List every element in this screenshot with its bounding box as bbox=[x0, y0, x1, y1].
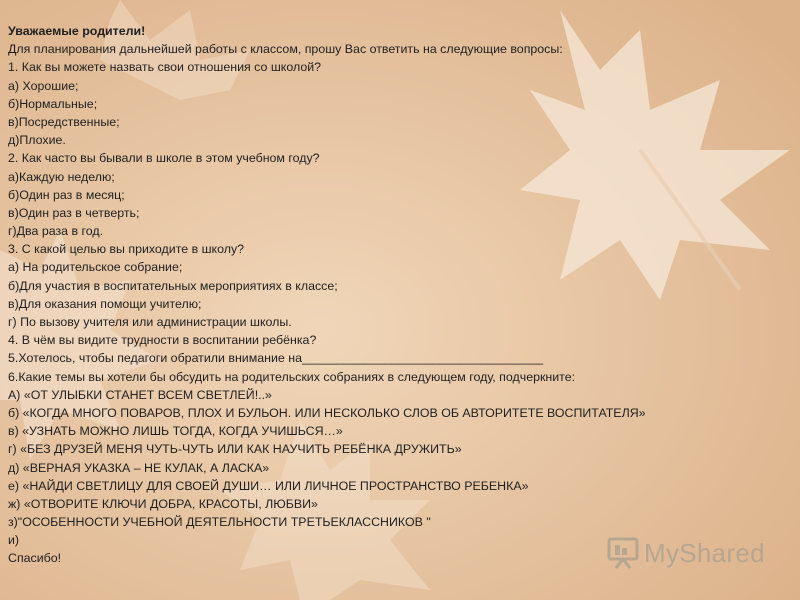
text-line: г)Два раза в год. bbox=[8, 224, 104, 239]
questionnaire bbox=[8, 22, 792, 568]
greeting-heading: Уважаемые родители! bbox=[8, 24, 146, 38]
text-line: А) «ОТ УЛЫБКИ СТАНЕТ ВСЕМ СВЕТЛЕЙ!..» bbox=[8, 387, 272, 402]
presentation-board-icon bbox=[606, 536, 640, 570]
text-line: д)Плохие. bbox=[8, 133, 66, 148]
text-line: б)Нормальные; bbox=[8, 96, 98, 111]
text-line: 6.Какие темы вы хотели бы обсудить на родительских собраниях в следующем году, подчеркните: bbox=[8, 369, 576, 384]
text-line: 2. Как часто вы бывали в школе в этом учебном году? bbox=[8, 151, 320, 166]
text-line: е) «НАЙДИ СВЕТЛИЦУ ДЛЯ СВОЕЙ ДУШИ… ИЛИ ЛИЧНОЕ ПРОСТРАНСТВО РЕБЕНКА» bbox=[8, 478, 529, 493]
text-line: б)Для участия в воспитательных мероприятиях в классе; bbox=[8, 278, 338, 293]
text-line: б) «КОГДА МНОГО ПОВАРОВ, ПЛОХ И БУЛЬОН. ИЛИ НЕСКОЛЬКО СЛОВ ОБ АВТОРИТЕТЕ ВОСПИТАТЕЛЯ» bbox=[8, 405, 646, 420]
watermark-text: MyShared bbox=[644, 537, 765, 568]
text-line: в)Один раз в четверть; bbox=[8, 205, 140, 220]
text-line: а) На родительское собрание; bbox=[8, 260, 183, 275]
text-line: 4. В чём вы видите трудности в воспитании ребёнка? bbox=[8, 333, 317, 348]
text-line: г) «БЕЗ ДРУЗЕЙ МЕНЯ ЧУТЬ-ЧУТЬ ИЛИ КАК НАУЧИТЬ РЕБЁНКА ДРУЖИТЬ» bbox=[8, 442, 462, 457]
text-line: б)Один раз в месяц; bbox=[8, 187, 125, 202]
text-line: г) По вызову учителя или администрации школы. bbox=[8, 315, 292, 329]
text-line: ж) «ОТВОРИТЕ КЛЮЧИ ДОБРА, КРАСОТЫ, ЛЮБВИ» bbox=[8, 496, 318, 511]
text-line: и) bbox=[8, 533, 20, 548]
text-line: з)"ОСОБЕННОСТИ УЧЕБНОЙ ДЕЯТЕЛЬНОСТИ ТРЕТЬЕКЛАССНИКОВ " bbox=[8, 515, 431, 530]
text-line: в) «УЗНАТЬ МОЖНО ЛИШЬ ТОГДА, КОГДА УЧИШЬСЯ…» bbox=[8, 424, 343, 439]
text-line: в)Для оказания помощи учителю; bbox=[8, 296, 202, 311]
text-line: а) Хорошие; bbox=[8, 78, 79, 93]
text-line: 5.Хотелось, чтобы педагоги обратили внимание на___________________________________ bbox=[8, 351, 544, 366]
text-line: д) «ВЕРНАЯ УКАЗКА – НЕ КУЛАК, А ЛАСКА» bbox=[8, 460, 270, 475]
text-line: в)Посредственные; bbox=[8, 114, 120, 129]
myshared-watermark bbox=[606, 536, 765, 570]
text-line: 1. Как вы можете назвать свои отношения со школой? bbox=[8, 60, 322, 75]
text-line: а)Каждую неделю; bbox=[8, 169, 115, 184]
text-line: Для планирования дальнейшей работы с классом, прошу Вас ответить на следующие вопросы: bbox=[8, 42, 563, 57]
text-line: Спасибо! bbox=[8, 551, 62, 566]
text-line: 3. С какой целью вы приходите в школу? bbox=[8, 242, 245, 257]
